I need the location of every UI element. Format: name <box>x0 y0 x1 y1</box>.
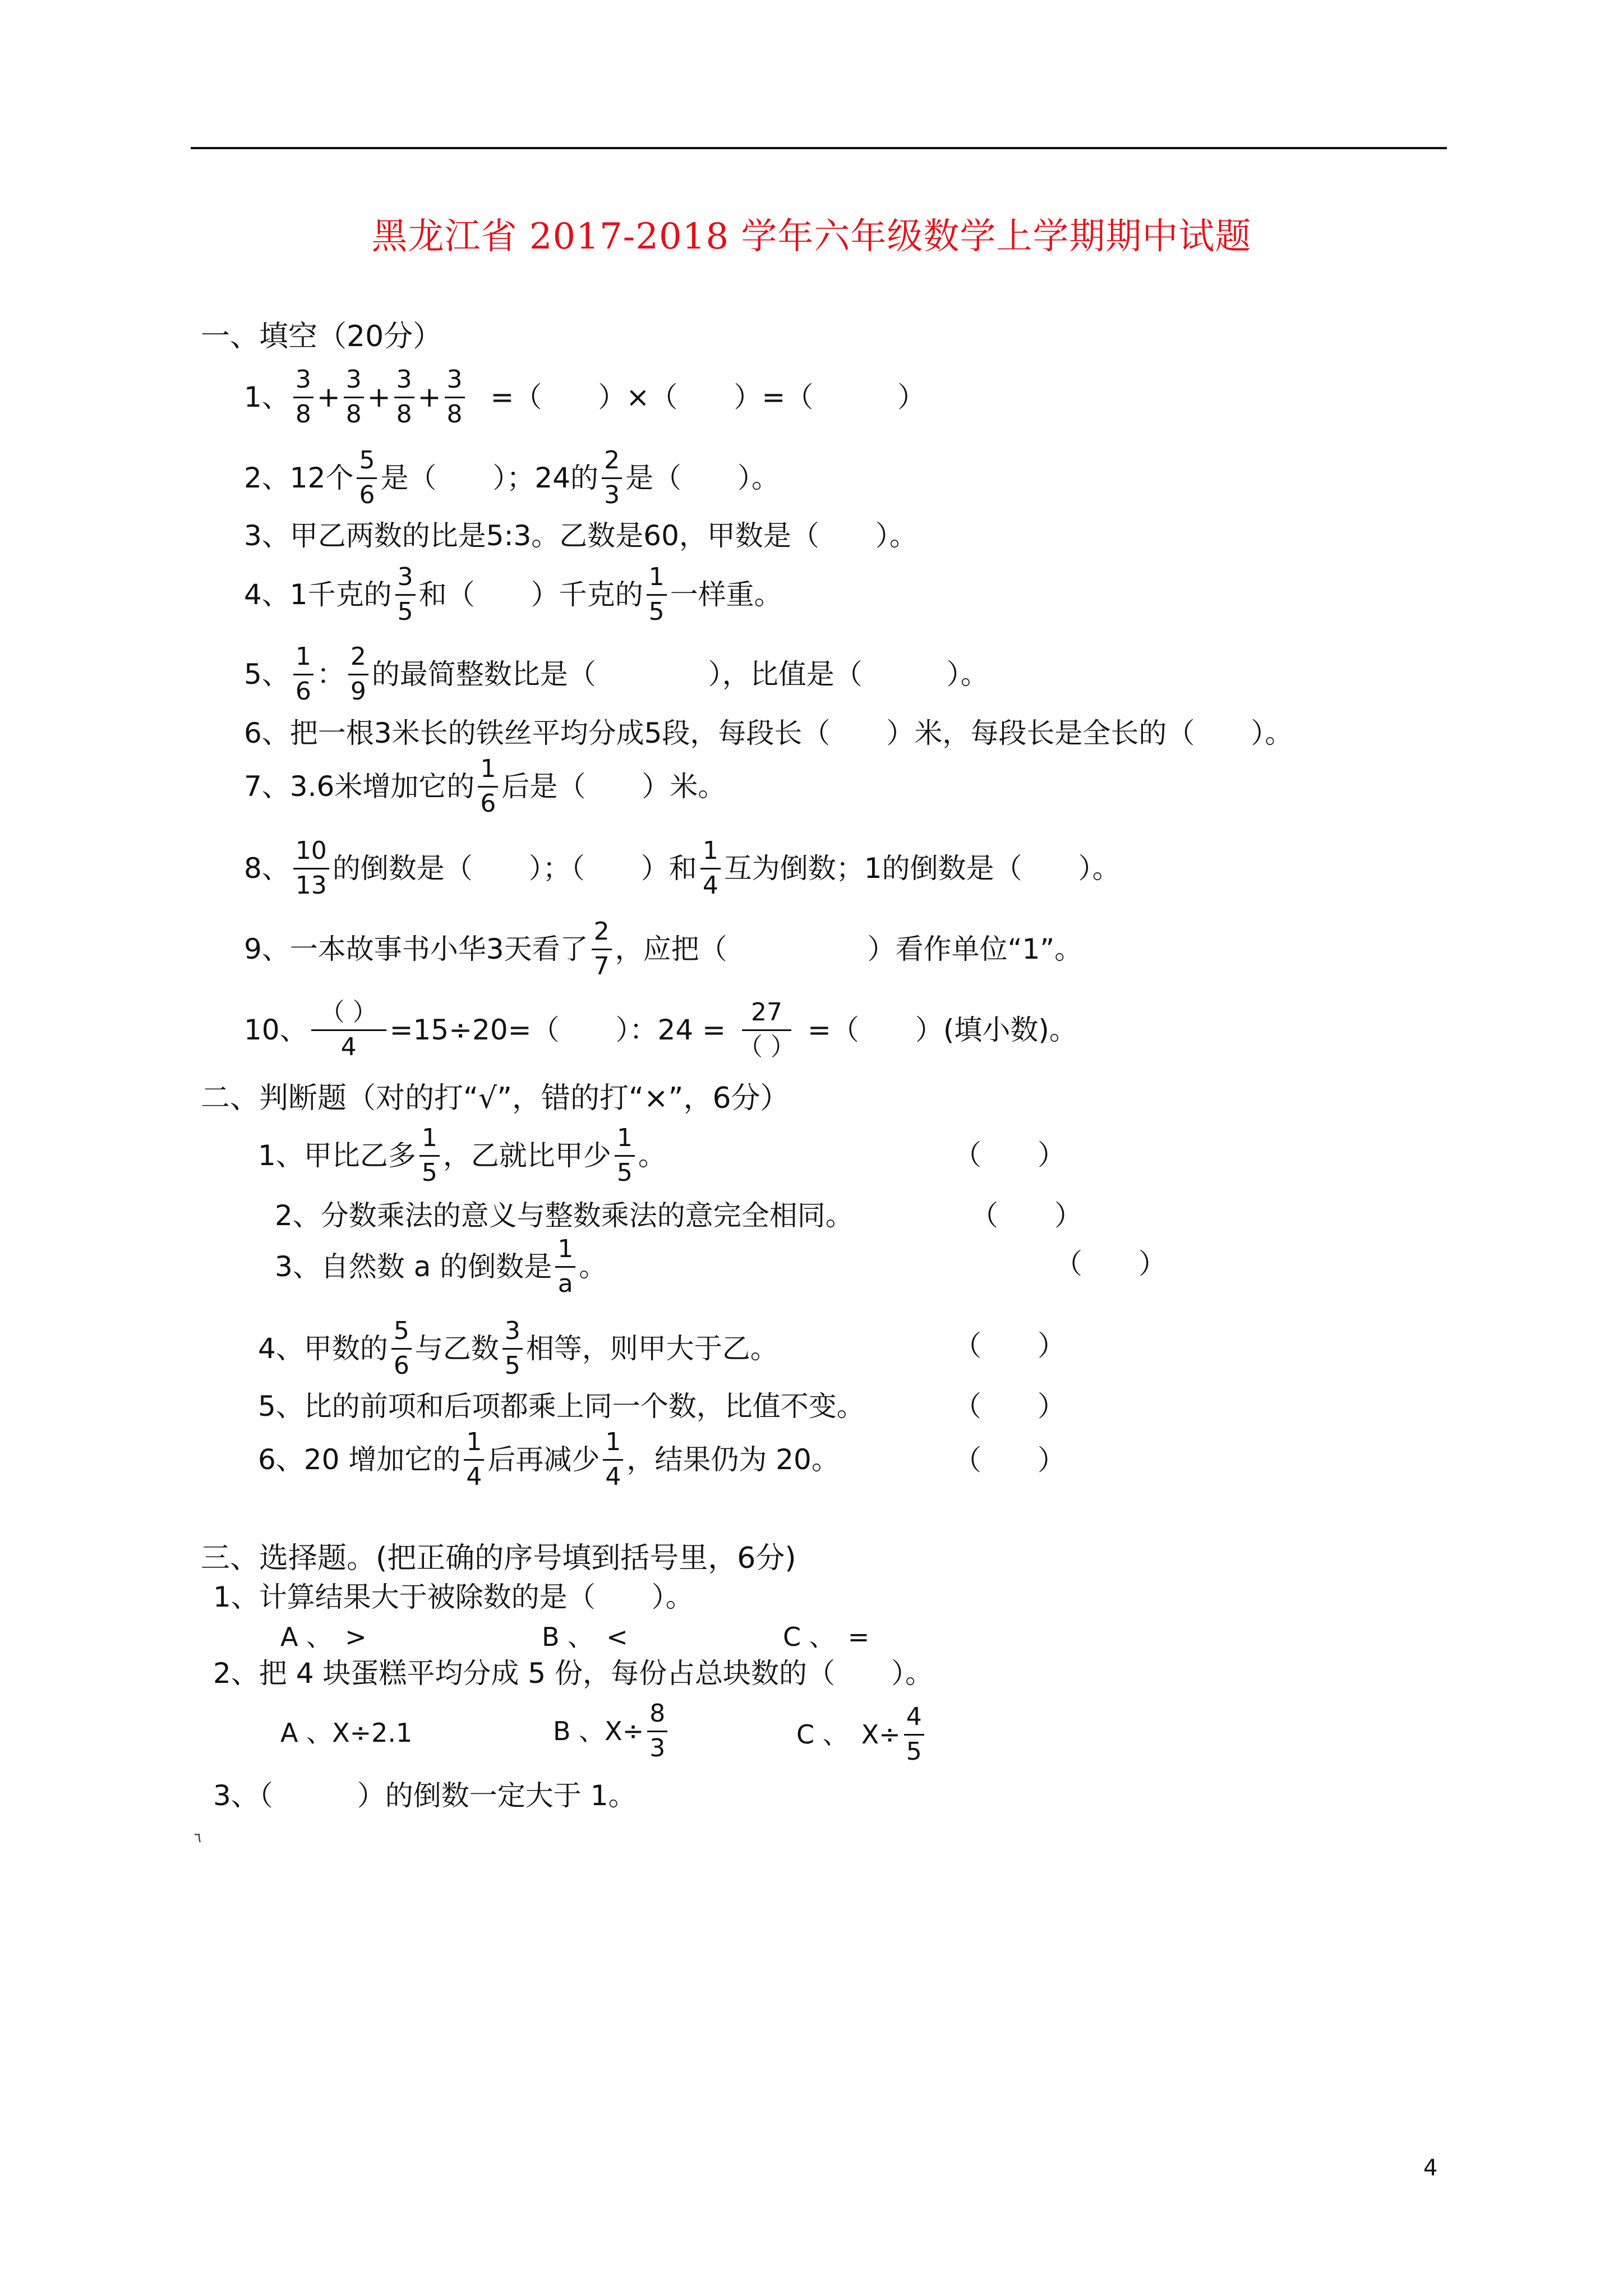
fraction: $\frac{2}{7}$ <box>592 918 612 981</box>
fraction: $\frac{3}{8}$ <box>445 366 465 429</box>
answer-paren: （ ） <box>953 1390 1066 1423</box>
section-1-heading: 一、填空（20分） <box>201 320 442 353</box>
fraction: $\frac{2}{9}$ <box>348 643 368 706</box>
fraction: $\frac{1}{4}$ <box>700 837 721 900</box>
fraction: $\frac{3}{8}$ <box>394 366 414 429</box>
answer-paren: （ ） <box>970 1199 1082 1232</box>
fraction: $\frac{1}{6}$ <box>478 755 498 818</box>
question-2-2: 2、分数乘法的意义与整数乘法的意完全相同。 <box>275 1199 854 1232</box>
question-1-2: 2、12个 $\frac{5}{6}$ 是（ ）；24的 $\frac{2}{3}$ 是（ ）。 <box>244 446 780 509</box>
fraction: $\frac{( )}{4}$ <box>311 999 386 1061</box>
answer-paren: （ ） <box>953 1329 1066 1362</box>
question-1-5: 5、 $\frac{1}{6}$ ： $\frac{2}{9}$ 的最简整数比是（ ），比值是（ ）。 <box>244 642 989 706</box>
option-c: C 、 X÷ $\frac{4}{5}$ <box>796 1703 928 1766</box>
section-3-heading: 三、选择题。(把正确的序号填到括号里，6分) <box>201 1542 796 1575</box>
header-rule <box>191 147 1447 149</box>
question-1-9: 9、一本故事书小华3天看了 $\frac{2}{7}$ ，应把（ ）看作单位“1”。 <box>244 917 1083 981</box>
fraction: $\frac{3}{5}$ <box>502 1317 523 1380</box>
fraction: $\frac{3}{5}$ <box>395 563 416 626</box>
option-a: A 、X÷2.1 <box>280 1718 413 1748</box>
option-b: B 、X÷ $\frac{8}{3}$ <box>553 1700 671 1763</box>
fraction: $\frac{1}{4}$ <box>464 1428 484 1491</box>
question-1-4: 4、1千克的 $\frac{3}{5}$ 和（ ）千克的 $\frac{1}{5}$ 一样重。 <box>244 563 782 626</box>
question-2-6: 6、20 增加它的 $\frac{1}{4}$ 后再减少 $\frac{1}{4}$ ，结果仍为 20。 <box>258 1428 840 1491</box>
option-c: C 、 = <box>783 1622 870 1652</box>
question-3-3: 3、（ ）的倒数一定大于 1。 <box>213 1779 637 1812</box>
fraction: $\frac{4}{5}$ <box>904 1703 924 1766</box>
fraction: $\frac{10}{13}$ <box>293 837 329 900</box>
fraction: $\frac{3}{8}$ <box>293 366 313 429</box>
question-1-6: 6、把一根3米长的铁丝平均分成5段，每段长（ ）米，每段长是全长的（ ）。 <box>244 717 1293 749</box>
section-2-heading: 二、判断题（对的打“√”，错的打“×”，6分） <box>201 1082 790 1115</box>
fraction: $\frac{1}{5}$ <box>647 563 667 626</box>
question-1-1: 1、 $\frac{3}{8}$ + $\frac{3}{8}$ + $\frac{3}{8}$ + $\frac{3}{8}$ =（ ）×（ ）=（ ） <box>244 365 926 429</box>
answer-paren: （ ） <box>1054 1248 1166 1280</box>
question-1-10: 10、 $\frac{( )}{4}$ =15÷20=（ ）：24 = $\frac{27}{( )}$ =（ ）(填小数)。 <box>244 998 1077 1061</box>
answer-paren: （ ） <box>953 1444 1066 1476</box>
question-3-2: 2、把 4 块蛋糕平均分成 5 份，每份占总块数的（ ）。 <box>213 1657 934 1690</box>
answer-paren: （ ） <box>953 1139 1066 1171</box>
fraction: $\frac{8}{3}$ <box>647 1700 667 1763</box>
question-1-7: 7、3.6米增加它的 $\frac{1}{6}$ 后是（ ）米。 <box>244 754 726 818</box>
fraction: $\frac{1}{5}$ <box>419 1124 440 1187</box>
fraction: $\frac{1}{6}$ <box>293 643 313 706</box>
fraction: $\frac{5}{6}$ <box>357 447 377 509</box>
question-2-4: 4、甲数的 $\frac{5}{6}$ 与乙数 $\frac{3}{5}$ 相等，则甲大于乙。 <box>258 1317 778 1380</box>
question-2-5: 5、比的前项和后项都乘上同一个数，比值不变。 <box>258 1390 865 1423</box>
fraction: $\frac{1}{4}$ <box>603 1428 623 1491</box>
fraction: $\frac{1}{5}$ <box>615 1124 635 1187</box>
page-title: 黑龙江省 2017-2018 学年六年级数学上学期期中试题 <box>371 216 1252 257</box>
question-2-1: 1、甲比乙多 $\frac{1}{5}$ ，乙就比甲少 $\frac{1}{5}$ 。 <box>258 1124 666 1187</box>
question-1-8: 8、 $\frac{10}{13}$ 的倒数是（ ）；（ ）和 $\frac{1}{4}$ 互为倒数；1的倒数是（ ）。 <box>244 836 1121 900</box>
fraction: $\frac{2}{3}$ <box>602 447 622 509</box>
option-a: A 、 > <box>280 1622 367 1652</box>
fraction: $\frac{1}{a}$ <box>555 1235 575 1298</box>
option-b: B 、 < <box>542 1622 628 1652</box>
fraction: $\frac{27}{( )}$ <box>737 998 795 1061</box>
fraction: $\frac{3}{8}$ <box>344 366 364 429</box>
fraction: $\frac{5}{6}$ <box>391 1317 412 1380</box>
question-2-3: 3、自然数 a 的倒数是 $\frac{1}{a}$ 。 <box>275 1235 607 1298</box>
question-3-1: 1、计算结果大于被除数的是（ ）。 <box>213 1581 694 1613</box>
page-number: 4 <box>1423 2155 1438 2181</box>
corner-mark: ٦ <box>194 1830 201 1846</box>
question-1-3: 3、甲乙两数的比是5:3。乙数是60，甲数是（ ）。 <box>244 519 917 552</box>
